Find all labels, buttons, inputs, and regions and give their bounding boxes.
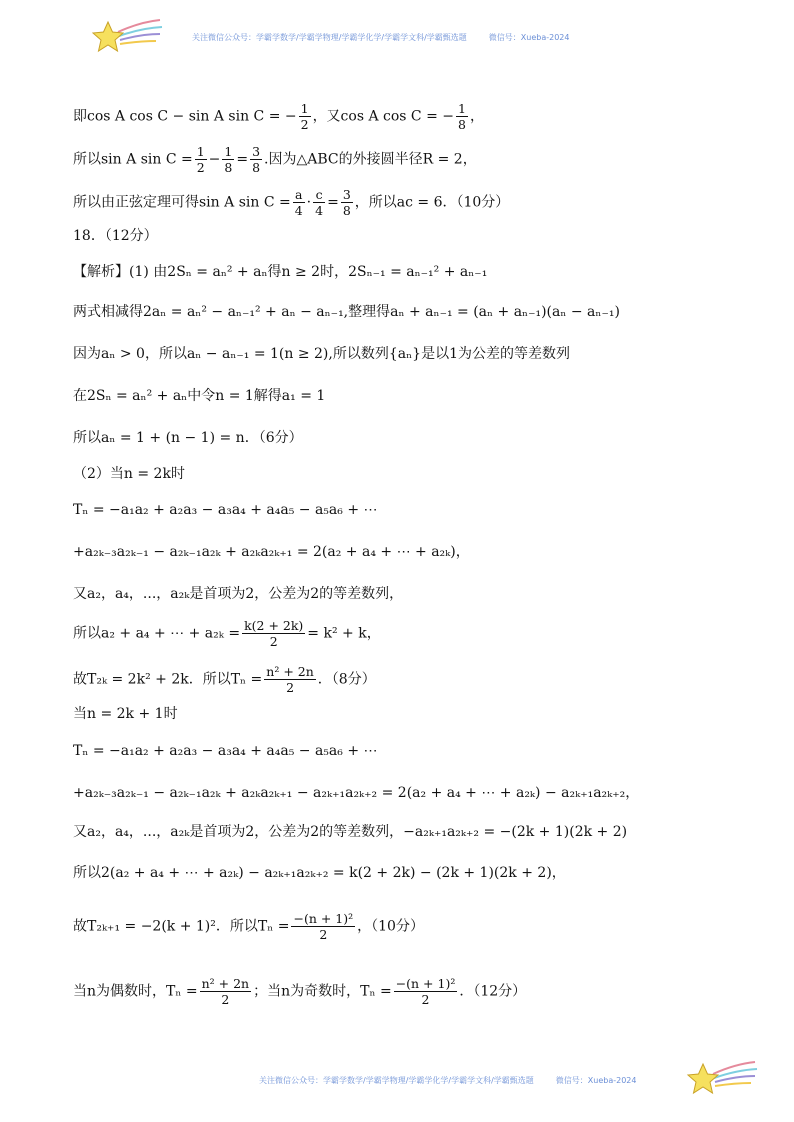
frac-num: 3 xyxy=(342,187,351,202)
frac-num: 1 xyxy=(224,144,233,159)
frac-den: 2 xyxy=(319,927,328,942)
line-2-text-b: .因为△ABC的外接圆半径R = 2， xyxy=(264,151,477,168)
frac-num: n² + 2n xyxy=(266,664,314,679)
line-3-text-b: ，所以ac = 6．（10分） xyxy=(354,194,510,211)
frac-den: 2 xyxy=(196,160,205,175)
frac-den: 8 xyxy=(458,117,466,132)
frac-num: −(n + 1)² xyxy=(395,976,456,991)
frac-num: a xyxy=(293,187,305,203)
frac-den: 2 xyxy=(421,992,430,1007)
line-17: Tₙ = −a₁a₂ + a₂a₃ − a₃a₄ + a₄a₅ − a₅a₆ + ⋯ xyxy=(73,743,378,759)
line-5: 【解析】(1) 由2Sₙ = aₙ² + aₙ得n ≥ 2时，2Sₙ₋₁ = aₙ₋₁² + aₙ₋₁ xyxy=(73,264,488,280)
star-logo-icon xyxy=(683,1058,759,1100)
fraction xyxy=(299,101,311,132)
frac-num: 1 xyxy=(300,101,309,116)
line-22-text-c: ．（12分） xyxy=(459,983,527,1000)
fraction xyxy=(222,144,234,175)
question-number: 18．（12分） xyxy=(73,228,158,244)
fraction xyxy=(293,187,305,218)
frac-den: 4 xyxy=(315,203,324,218)
fraction xyxy=(456,101,468,132)
page-header xyxy=(0,0,794,80)
line-1-text-b: ，又cos A cos C = − xyxy=(312,108,455,125)
line-15-text-a: 故T₂ₖ = 2k² + 2k．所以Tₙ = xyxy=(73,671,263,688)
frac-den: 8 xyxy=(252,160,261,175)
operator: · xyxy=(306,194,312,211)
line-15 xyxy=(73,664,376,695)
footer-follow-text xyxy=(259,1075,636,1086)
line-2 xyxy=(73,144,477,175)
header-wechat-label: 微信号：Xueba-2024 xyxy=(488,33,570,42)
line-10: （2）当n = 2k时 xyxy=(73,466,185,482)
line-6: 两式相减得2aₙ = aₙ² − aₙ₋₁² + aₙ − aₙ₋₁,整理得aₙ + aₙ₋₁ = (aₙ + aₙ₋₁)(aₙ − aₙ₋₁) xyxy=(73,304,620,320)
frac-den: 2 xyxy=(221,992,230,1007)
frac-num: 1 xyxy=(458,101,466,116)
footer-wechat-label: 微信号：Xueba-2024 xyxy=(555,1076,637,1085)
frac-den: 4 xyxy=(294,203,303,218)
line-2-text-a: 所以sin A sin C = xyxy=(73,151,193,168)
line-21-text-a: 故T₂ₖ₊₁ = −2(k + 1)²．所以Tₙ = xyxy=(73,918,290,935)
line-21-text-b: ，（10分） xyxy=(357,918,424,935)
fraction xyxy=(313,187,325,218)
fraction xyxy=(200,976,252,1007)
footer-follow-label: 关注微信公众号：学霸学数学/学霸学物理/学霸学化学/学霸学文科/学霸甄选题 xyxy=(259,1076,534,1085)
fraction xyxy=(341,187,353,218)
frac-num: k(2 + 2k) xyxy=(244,618,304,633)
frac-num: n² + 2n xyxy=(201,976,250,991)
fraction xyxy=(250,144,262,175)
operator: = xyxy=(327,194,339,211)
frac-den: 2 xyxy=(300,117,309,132)
line-3 xyxy=(73,187,509,218)
line-19: 又a₂，a₄，...，a₂ₖ是首项为2，公差为2的等差数列，−a₂ₖ₊₁a₂ₖ₊₂ = −(2k + 1)(2k + 2) xyxy=(73,824,628,840)
fraction xyxy=(394,976,458,1007)
line-7: 因为aₙ > 0，所以aₙ − aₙ₋₁ = 1(n ≥ 2),所以数列{aₙ}是以1为公差的等差数列 xyxy=(73,346,570,362)
line-1-text-c: ， xyxy=(469,108,484,125)
operator: = xyxy=(236,151,249,168)
frac-num: 1 xyxy=(196,144,205,159)
line-18: +a₂ₖ₋₃a₂ₖ₋₁ − a₂ₖ₋₁a₂ₖ + a₂ₖa₂ₖ₊₁ − a₂ₖ₊₁a₂ₖ₊₂ = 2(a₂ + a₄ + ⋯ + a₂ₖ) − a₂ₖ₊₁a₂ₖ₊₂， xyxy=(73,785,640,801)
line-1 xyxy=(73,101,484,132)
line-8: 在2Sₙ = aₙ² + aₙ中令n = 1解得a₁ = 1 xyxy=(73,388,326,404)
line-9: 所以aₙ = 1 + (n − 1) = n．（6分） xyxy=(73,430,303,446)
line-20: 所以2(a₂ + a₄ + ⋯ + a₂ₖ) − a₂ₖ₊₁a₂ₖ₊₂ = k(2 + 2k) − (2k + 1)(2k + 2)， xyxy=(73,865,566,881)
frac-den: 2 xyxy=(269,634,278,649)
operator: − xyxy=(208,151,221,168)
fraction xyxy=(264,664,316,695)
frac-num: 3 xyxy=(252,144,261,159)
line-21 xyxy=(73,911,424,942)
header-follow-text xyxy=(192,32,569,43)
line-22-text-a: 当n为偶数时，Tₙ = xyxy=(73,983,198,1000)
line-14-text-b: = k² + k， xyxy=(307,625,381,642)
header-follow-label: 关注微信公众号：学霸学数学/学霸学物理/学霸学化学/学霸学文科/学霸甄选题 xyxy=(192,33,467,42)
line-15-text-b: ．（8分） xyxy=(317,671,376,688)
line-11: Tₙ = −a₁a₂ + a₂a₃ − a₃a₄ + a₄a₅ − a₅a₆ + ⋯ xyxy=(73,502,378,518)
line-1-text-a: 即cos A cos C − sin A sin C = − xyxy=(73,108,297,125)
star-logo-icon xyxy=(88,16,164,58)
line-14-text-a: 所以a₂ + a₄ + ⋯ + a₂ₖ = xyxy=(73,625,241,642)
frac-den: 8 xyxy=(224,160,233,175)
line-14 xyxy=(73,618,381,649)
fraction xyxy=(195,144,207,175)
line-3-text-a: 所以由正弦定理可得sin A sin C = xyxy=(73,194,291,211)
fraction xyxy=(242,618,305,649)
line-16: 当n = 2k + 1时 xyxy=(73,706,178,722)
line-13: 又a₂，a₄，...，a₂ₖ是首项为2，公差为2的等差数列， xyxy=(73,586,404,602)
line-22 xyxy=(73,976,526,1007)
line-12: +a₂ₖ₋₃a₂ₖ₋₁ − a₂ₖ₋₁a₂ₖ + a₂ₖa₂ₖ₊₁ = 2(a₂ + a₄ + ⋯ + a₂ₖ)， xyxy=(73,544,470,560)
frac-den: 8 xyxy=(342,203,351,218)
line-22-text-b: ；当n为奇数时，Tₙ = xyxy=(253,983,392,1000)
frac-num: −(n + 1)² xyxy=(293,911,354,926)
fraction xyxy=(291,911,355,942)
frac-num: c xyxy=(313,187,325,203)
frac-den: 2 xyxy=(286,680,295,695)
